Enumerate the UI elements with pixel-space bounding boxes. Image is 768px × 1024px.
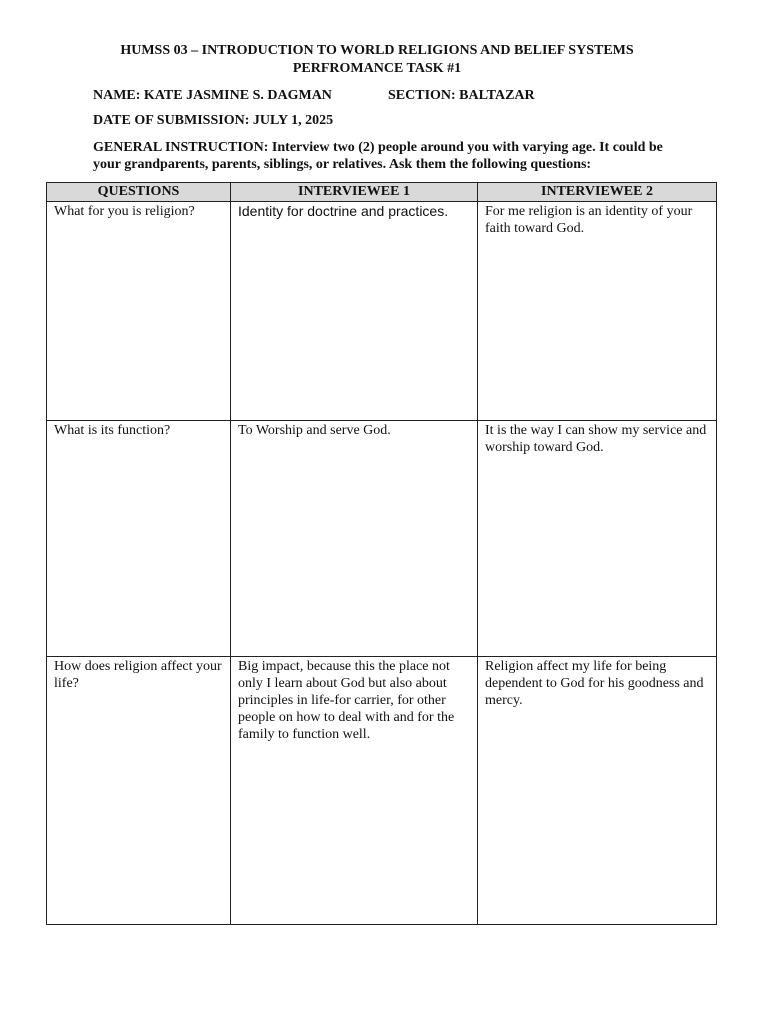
column-header-questions: QUESTIONS bbox=[47, 183, 231, 202]
title-line-1: HUMSS 03 – INTRODUCTION TO WORLD RELIGIONS AND BELIEF SYSTEMS bbox=[120, 43, 634, 58]
submission-date: DATE OF SUBMISSION: JULY 1, 2025 bbox=[93, 113, 334, 128]
interviewee-2-answer: For me religion is an identity of your faith toward God. bbox=[478, 202, 717, 421]
student-section: SECTION: BALTAZAR bbox=[388, 88, 535, 103]
question-cell: How does religion affect your life? bbox=[47, 657, 231, 925]
table-row bbox=[47, 421, 717, 657]
document-title bbox=[60, 42, 694, 78]
interviewee-1-answer: Big impact, because this the place not only I learn about God but also about principles in life-for carrier, for other people on how to deal with and for the family to function well. bbox=[231, 657, 478, 925]
table-row bbox=[47, 657, 717, 925]
column-header-interviewee-2: INTERVIEWEE 2 bbox=[478, 183, 717, 202]
question-cell: What for you is religion? bbox=[47, 202, 231, 421]
title-line-2: PERFROMANCE TASK #1 bbox=[292, 61, 462, 76]
table-row bbox=[47, 202, 717, 421]
table-header-row bbox=[47, 183, 717, 202]
interview-table bbox=[46, 182, 717, 925]
student-name: NAME: KATE JASMINE S. DAGMAN bbox=[93, 88, 332, 103]
interviewee-1-answer: Identity for doctrine and practices. bbox=[231, 202, 478, 421]
interviewee-2-answer: It is the way I can show my service and worship toward God. bbox=[478, 421, 717, 657]
question-cell: What is its function? bbox=[47, 421, 231, 657]
interviewee-2-answer: Religion affect my life for being dependent to God for his goodness and mercy. bbox=[478, 657, 717, 925]
column-header-interviewee-1: INTERVIEWEE 1 bbox=[231, 183, 478, 202]
general-instruction: GENERAL INSTRUCTION: Interview two (2) people around you with varying age. It could be your grandparents, parents, siblings, or relatives. Ask them the following questions: bbox=[93, 140, 663, 172]
interviewee-1-answer: To Worship and serve God. bbox=[231, 421, 478, 657]
